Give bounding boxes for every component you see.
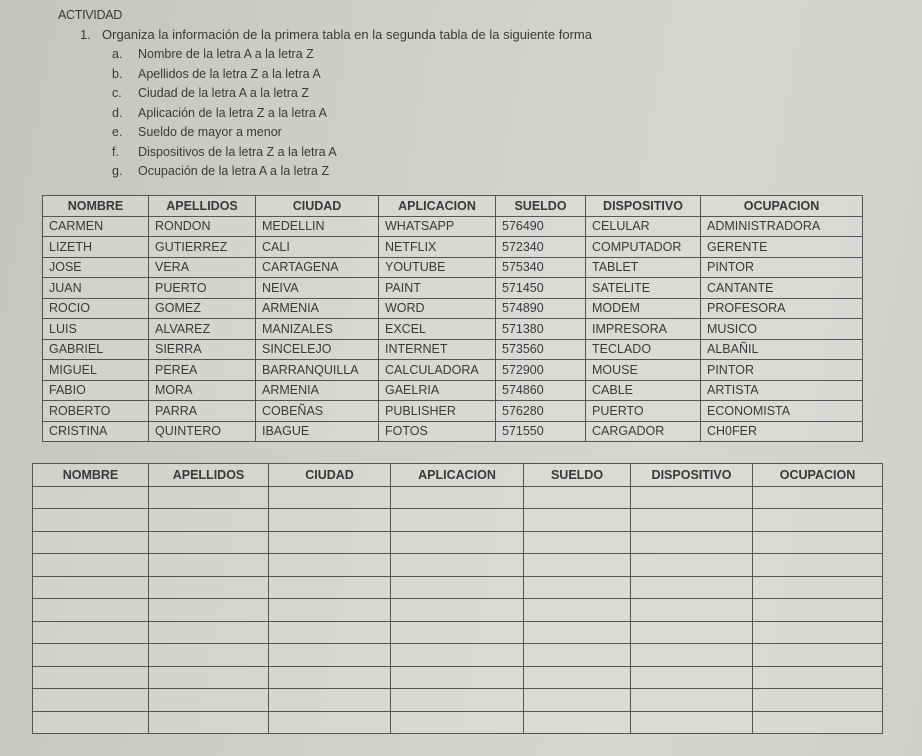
cell-ocupacion: CANTANTE [701,278,863,299]
cell-sueldo[interactable] [524,554,631,577]
question-1 [80,27,592,42]
cell-ciudad: SINCELEJO [256,339,379,360]
item-text: Apellidos de la letra Z a la letra A [138,66,321,81]
cell-apellidos: QUINTERO [149,421,256,442]
cell-ciudad: NEIVA [256,278,379,299]
cell-aplicacion: PAINT [379,278,496,299]
instruction-item [112,143,337,163]
cell-apellidos: ALVAREZ [149,319,256,340]
cell-ocupacion[interactable] [753,711,883,734]
table-row [43,421,863,442]
table-row [33,509,883,532]
cell-ocupacion[interactable] [753,644,883,667]
cell-ciudad[interactable] [269,509,391,532]
cell-ciudad[interactable] [269,486,391,509]
cell-ciudad: ARMENIA [256,298,379,319]
cell-dispositivo[interactable] [631,711,753,734]
cell-dispositivo: MODEM [586,298,701,319]
cell-ocupacion[interactable] [753,621,883,644]
cell-nombre[interactable] [33,689,149,712]
item-text: Aplicación de la letra Z a la letra A [138,105,327,120]
cell-aplicacion: WORD [379,298,496,319]
cell-ciudad: ARMENIA [256,380,379,401]
source-table [42,195,863,442]
cell-apellidos[interactable] [149,531,269,554]
table-row [33,531,883,554]
cell-ocupacion[interactable] [753,576,883,599]
table-row [43,257,863,278]
cell-apellidos[interactable] [149,509,269,532]
cell-nombre[interactable] [33,509,149,532]
cell-apellidos[interactable] [149,644,269,667]
cell-ocupacion: GERENTE [701,237,863,258]
cell-aplicacion[interactable] [391,486,524,509]
cell-dispositivo: SATELITE [586,278,701,299]
cell-aplicacion: GAELRIA [379,380,496,401]
cell-ciudad: IBAGUE [256,421,379,442]
cell-sueldo: 576280 [496,401,586,422]
table-row [33,689,883,712]
cell-dispositivo[interactable] [631,531,753,554]
question-number: 1. [80,27,91,42]
cell-aplicacion: YOUTUBE [379,257,496,278]
cell-sueldo[interactable] [524,621,631,644]
cell-aplicacion: EXCEL [379,319,496,340]
cell-nombre: JOSE [43,257,149,278]
cell-sueldo[interactable] [524,486,631,509]
cell-dispositivo: CELULAR [586,216,701,237]
table-row [43,380,863,401]
cell-ocupacion: ALBAÑIL [701,339,863,360]
cell-dispositivo[interactable] [631,621,753,644]
cell-dispositivo: COMPUTADOR [586,237,701,258]
cell-ciudad: MEDELLIN [256,216,379,237]
table-row [43,237,863,258]
cell-ocupacion[interactable] [753,486,883,509]
question-text: Organiza la información de la primera tabla en la segunda tabla de la siguiente forma [102,27,592,42]
cell-apellidos: GUTIERREZ [149,237,256,258]
item-letter: e. [112,125,123,139]
activity-title: ACTIVIDAD [58,8,122,22]
cell-apellidos: GOMEZ [149,298,256,319]
cell-apellidos[interactable] [149,576,269,599]
item-letter: a. [112,47,123,61]
cell-sueldo: 573560 [496,339,586,360]
column-header-ciudad: CIUDAD [269,464,391,487]
cell-aplicacion[interactable] [391,531,524,554]
cell-aplicacion[interactable] [391,689,524,712]
table-row [33,666,883,689]
cell-sueldo: 575340 [496,257,586,278]
cell-nombre: JUAN [43,278,149,299]
cell-nombre: CARMEN [43,216,149,237]
table-row [43,298,863,319]
cell-ocupacion: PINTOR [701,257,863,278]
cell-apellidos[interactable] [149,711,269,734]
cell-apellidos[interactable] [149,621,269,644]
column-header-apellidos: APELLIDOS [149,464,269,487]
instruction-item [112,162,337,182]
cell-sueldo: 576490 [496,216,586,237]
cell-nombre[interactable] [33,554,149,577]
instruction-item [112,104,337,124]
cell-nombre: ROBERTO [43,401,149,422]
cell-apellidos[interactable] [149,689,269,712]
cell-aplicacion: INTERNET [379,339,496,360]
cell-nombre[interactable] [33,711,149,734]
cell-ciudad[interactable] [269,666,391,689]
item-text: Ciudad de la letra A a la letra Z [138,86,309,100]
instruction-item [112,65,337,85]
cell-sueldo: 571380 [496,319,586,340]
cell-apellidos: PARRA [149,401,256,422]
cell-ocupacion: ECONOMISTA [701,401,863,422]
cell-aplicacion: NETFLIX [379,237,496,258]
cell-sueldo: 572340 [496,237,586,258]
column-header-nombre: NOMBRE [33,464,149,487]
cell-aplicacion: FOTOS [379,421,496,442]
cell-aplicacion[interactable] [391,509,524,532]
table-row [43,278,863,299]
item-letter: f. [112,144,119,159]
cell-nombre: GABRIEL [43,339,149,360]
cell-aplicacion[interactable] [391,576,524,599]
cell-ocupacion: MUSICO [701,319,863,340]
item-letter: b. [112,66,123,81]
cell-apellidos[interactable] [149,666,269,689]
table-row [33,621,883,644]
column-header-ocupacion: OCUPACION [753,464,883,487]
column-header-aplicacion: APLICACION [391,464,524,487]
cell-nombre[interactable] [33,644,149,667]
cell-dispositivo: CABLE [586,380,701,401]
cell-nombre: FABIO [43,380,149,401]
table-row [33,486,883,509]
table-row [43,360,863,381]
table-row [33,554,883,577]
answer-table [32,463,883,734]
cell-sueldo[interactable] [524,599,631,622]
cell-ocupacion[interactable] [753,554,883,577]
cell-apellidos: VERA [149,257,256,278]
cell-dispositivo: TECLADO [586,339,701,360]
cell-dispositivo[interactable] [631,666,753,689]
column-header-nombre: NOMBRE [43,196,149,217]
cell-aplicacion[interactable] [391,666,524,689]
cell-aplicacion: PUBLISHER [379,401,496,422]
cell-sueldo[interactable] [524,509,631,532]
cell-ciudad: MANIZALES [256,319,379,340]
cell-apellidos: PEREA [149,360,256,381]
table-row [43,401,863,422]
table-row [43,319,863,340]
cell-ciudad: COBEÑAS [256,401,379,422]
column-header-ocupacion: OCUPACION [701,196,863,217]
cell-dispositivo[interactable] [631,509,753,532]
cell-apellidos[interactable] [149,599,269,622]
cell-dispositivo: PUERTO [586,401,701,422]
cell-nombre[interactable] [33,621,149,644]
column-header-sueldo: SUELDO [524,464,631,487]
cell-dispositivo[interactable] [631,554,753,577]
cell-ciudad: BARRANQUILLA [256,360,379,381]
cell-ocupacion: CH0FER [701,421,863,442]
cell-sueldo[interactable] [524,666,631,689]
cell-dispositivo[interactable] [631,644,753,667]
cell-nombre[interactable] [33,576,149,599]
cell-sueldo: 571550 [496,421,586,442]
cell-aplicacion[interactable] [391,711,524,734]
item-text: Ocupación de la letra A a la letra Z [138,164,330,178]
cell-dispositivo[interactable] [631,599,753,622]
cell-aplicacion[interactable] [391,554,524,577]
instruction-item [112,123,337,143]
cell-ocupacion: PROFESORA [701,298,863,319]
cell-ocupacion[interactable] [753,509,883,532]
cell-dispositivo[interactable] [631,689,753,712]
cell-ocupacion[interactable] [753,599,883,622]
item-letter: g. [112,164,123,178]
cell-nombre[interactable] [33,486,149,509]
cell-aplicacion[interactable] [391,644,524,667]
table-row [43,216,863,237]
table-row [33,644,883,667]
cell-apellidos: MORA [149,380,256,401]
cell-aplicacion[interactable] [391,599,524,622]
cell-ciudad: CARTAGENA [256,257,379,278]
column-header-ciudad: CIUDAD [256,196,379,217]
cell-nombre: ROCIO [43,298,149,319]
cell-dispositivo: MOUSE [586,360,701,381]
item-text: Sueldo de mayor a menor [138,125,282,139]
cell-sueldo: 574860 [496,380,586,401]
item-letter: c. [112,86,122,100]
item-text: Dispositivos de la letra Z a la letra A [138,144,337,159]
cell-aplicacion: WHATSAPP [379,216,496,237]
cell-apellidos: RONDON [149,216,256,237]
cell-dispositivo[interactable] [631,576,753,599]
cell-sueldo[interactable] [524,689,631,712]
cell-apellidos: SIERRA [149,339,256,360]
column-header-aplicacion: APLICACION [379,196,496,217]
cell-ciudad[interactable] [269,531,391,554]
cell-nombre: LUIS [43,319,149,340]
column-header-sueldo: SUELDO [496,196,586,217]
cell-ocupacion[interactable] [753,531,883,554]
cell-dispositivo: CARGADOR [586,421,701,442]
item-letter: d. [112,105,123,120]
cell-sueldo[interactable] [524,576,631,599]
cell-nombre[interactable] [33,531,149,554]
cell-aplicacion: CALCULADORA [379,360,496,381]
cell-nombre: LIZETH [43,237,149,258]
cell-apellidos[interactable] [149,486,269,509]
cell-dispositivo: TABLET [586,257,701,278]
header-row [33,464,883,487]
cell-nombre: MIGUEL [43,360,149,381]
cell-ciudad[interactable] [269,711,391,734]
header-row [43,196,863,217]
cell-sueldo: 572900 [496,360,586,381]
cell-ciudad[interactable] [269,689,391,712]
column-header-dispositivo: DISPOSITIVO [586,196,701,217]
cell-dispositivo[interactable] [631,486,753,509]
cell-apellidos: PUERTO [149,278,256,299]
table-row [43,339,863,360]
cell-apellidos[interactable] [149,554,269,577]
cell-ciudad[interactable] [269,576,391,599]
table-row [33,599,883,622]
instruction-item [112,45,337,65]
cell-nombre[interactable] [33,599,149,622]
cell-ciudad[interactable] [269,599,391,622]
cell-sueldo[interactable] [524,531,631,554]
table-row [33,576,883,599]
cell-ciudad[interactable] [269,621,391,644]
cell-ciudad[interactable] [269,554,391,577]
cell-dispositivo: IMPRESORA [586,319,701,340]
cell-ocupacion[interactable] [753,666,883,689]
cell-ocupacion[interactable] [753,689,883,712]
item-text: Nombre de la letra A a la letra Z [138,47,314,61]
cell-ocupacion: PINTOR [701,360,863,381]
column-header-dispositivo: DISPOSITIVO [631,464,753,487]
instruction-list [112,45,337,182]
instruction-item [112,84,337,104]
cell-sueldo[interactable] [524,711,631,734]
cell-ciudad[interactable] [269,644,391,667]
cell-nombre[interactable] [33,666,149,689]
cell-sueldo: 574890 [496,298,586,319]
cell-aplicacion[interactable] [391,621,524,644]
cell-ocupacion: ADMINISTRADORA [701,216,863,237]
column-header-apellidos: APELLIDOS [149,196,256,217]
cell-sueldo[interactable] [524,644,631,667]
cell-nombre: CRISTINA [43,421,149,442]
cell-ocupacion: ARTISTA [701,380,863,401]
cell-sueldo: 571450 [496,278,586,299]
table-row [33,711,883,734]
cell-ciudad: CALI [256,237,379,258]
